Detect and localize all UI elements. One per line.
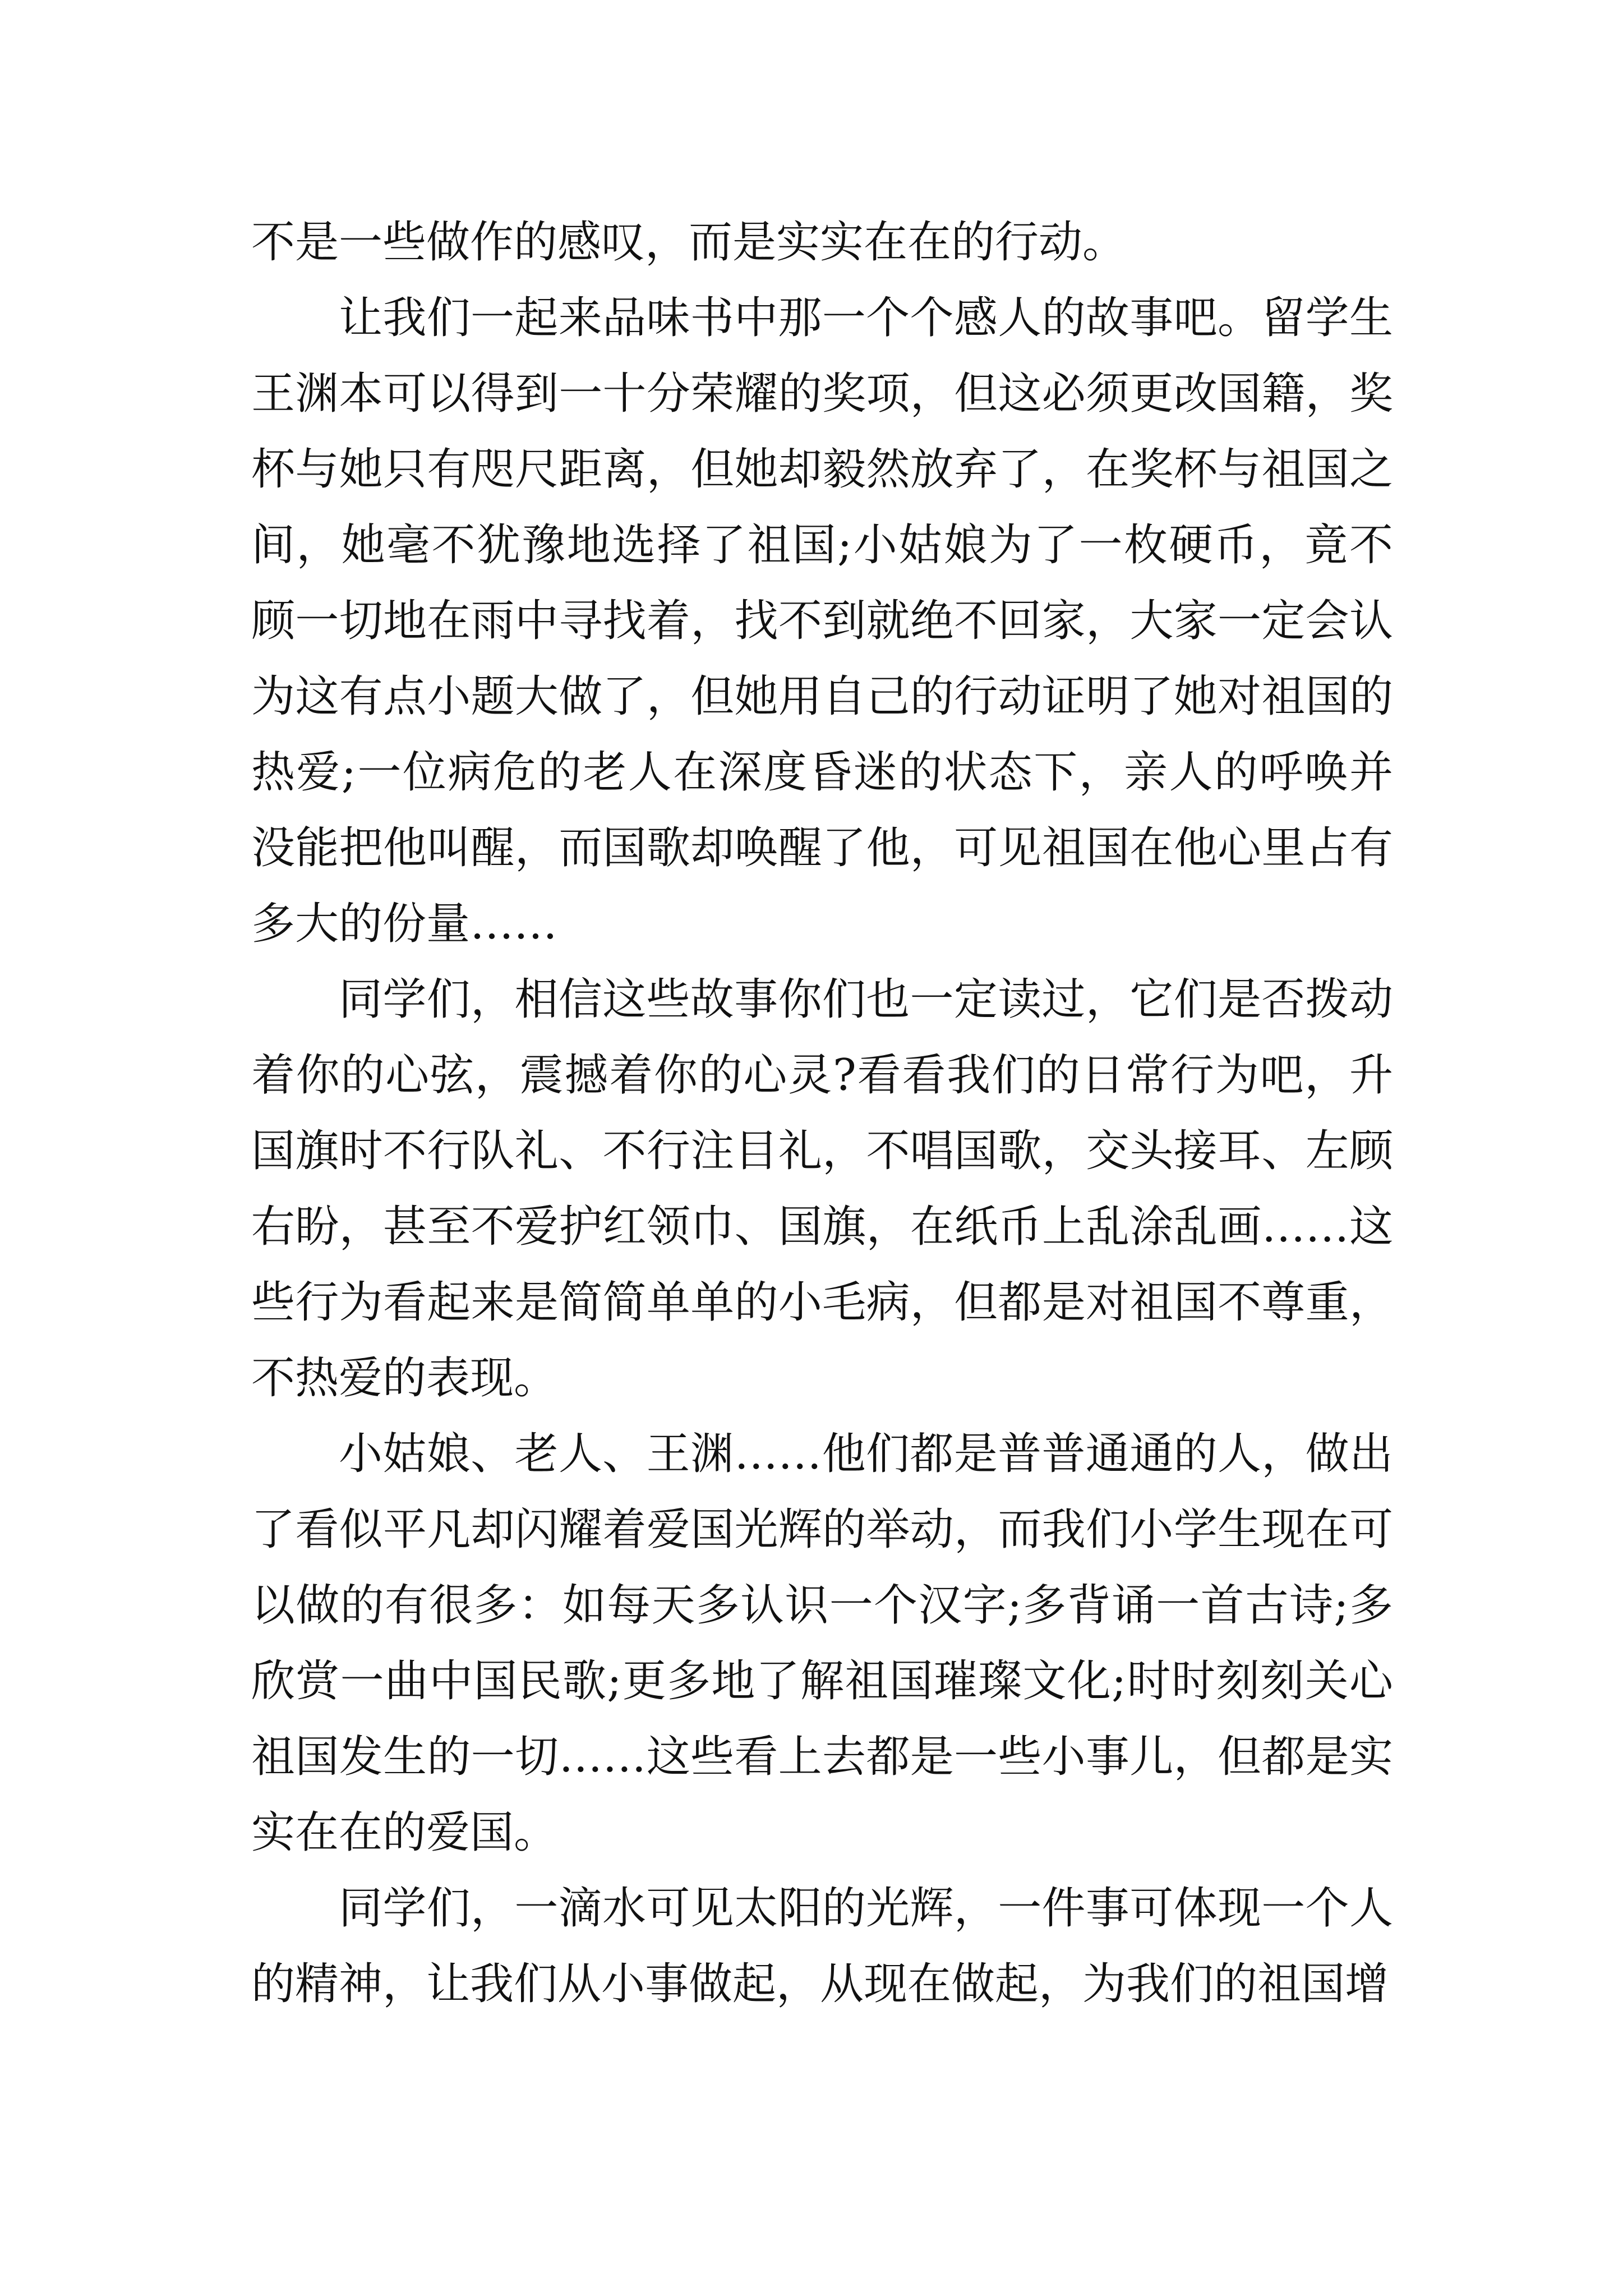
paragraph-continuation: 不是一些做作的感叹，而是实实在在的行动。: [251, 217, 1127, 268]
paragraph-daily-behavior: 同学们，相信这些故事你们也一定读过，它们是否拨动着你的心弦，震撼着你的心灵?看看我们的日常行为吧，升国旗时不行队礼、不行注目礼，不唱国歌，交头接耳、左顾右盼，甚至不爱护红领巾、国旗，在纸币上乱涂乱画……这些行为看起来是简简单单的小毛病，但都是对祖国不尊重，不热爱的表现。: [251, 974, 1393, 1404]
paragraph-closing: 同学们，一滴水可见太阳的光辉，一件事可体现一个人的精神，让我们从小事做起，从现在做起，为我们的祖国增: [251, 1883, 1393, 2009]
paragraph-what-students-can-do: 小姑娘、老人、王渊……他们都是普普通通的人，做出了看似平凡却闪耀着爱国光辉的举动，而我们小学生现在可以做的有很多：如每天多认识一个汉字;多背诵一首古诗;多欣赏一曲中国民歌;更多地了解祖国璀璨文化;时时刻刻关心祖国发生的一切……这些看上去都是一些小事儿，但都是实实在在的爱国。: [251, 1429, 1393, 1858]
document-body: [251, 205, 1393, 2022]
paragraph-stories: 让我们一起来品味书中那一个个感人的故事吧。留学生王渊本可以得到一十分荣耀的奖项，但这必须更改国籍，奖杯与她只有咫尺距离，但她却毅然放弃了，在奖杯与祖国之间，她毫不犹豫地选择了祖国;小姑娘为了一枚硬币，竟不顾一切地在雨中寻找着，找不到就绝不回家，大家一定会认为这有点小题大做了，但她用自己的行动证明了她对祖国的热爱;一位病危的老人在深度昏迷的状态下，亲人的呼唤并没能把他叫醒，而国歌却唤醒了他，可见祖国在他心里占有多大的份量……: [251, 293, 1393, 949]
